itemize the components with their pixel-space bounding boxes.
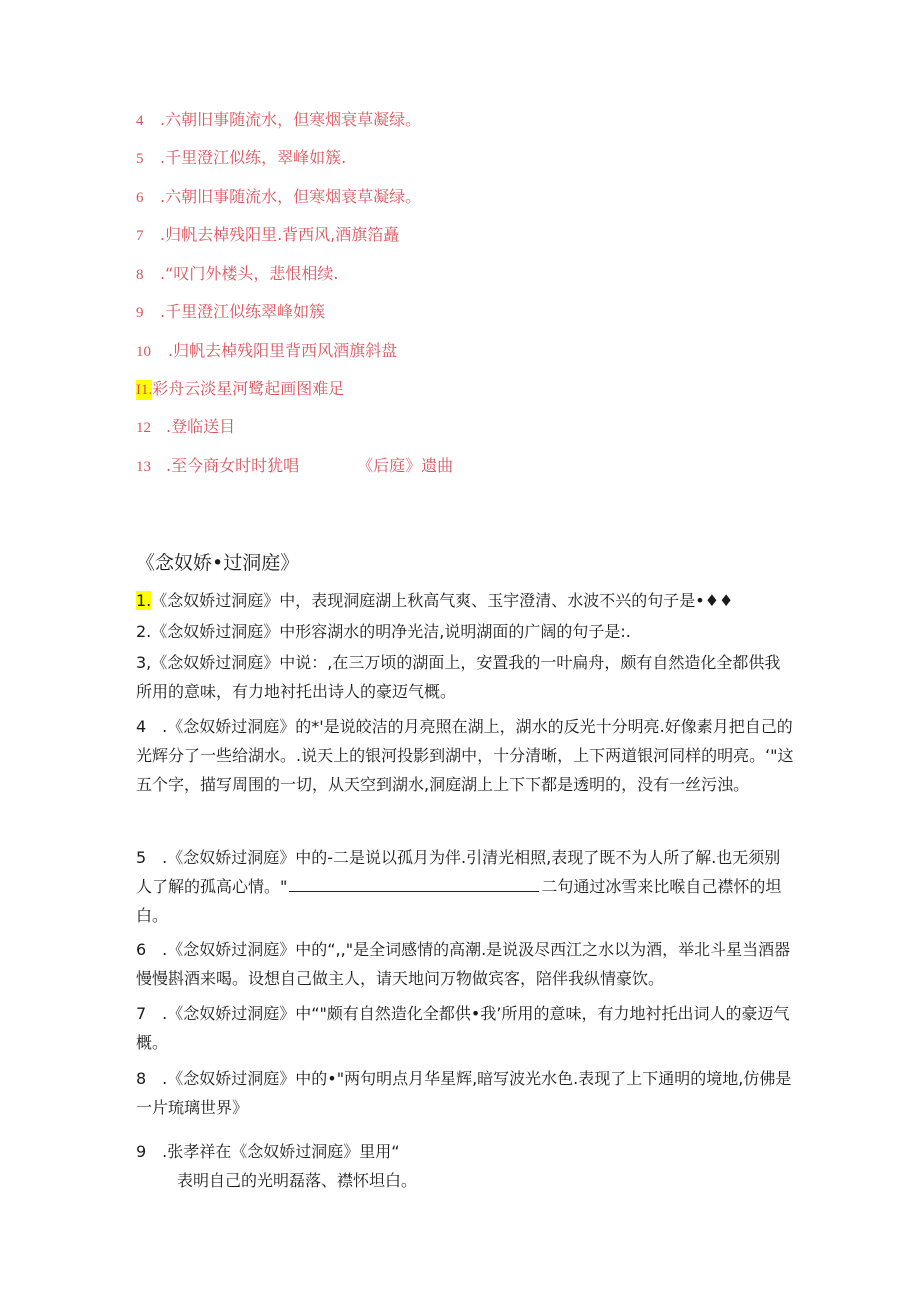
- item-number: 6: [136, 190, 144, 206]
- item-text: .“叹门外楼头，悲恨相续.: [160, 264, 339, 283]
- item-text: .千里澄江似练翠峰如簇: [160, 302, 326, 321]
- item-text: .至今商女时时犹唱: [166, 456, 300, 475]
- item-text-continued: 《后庭》遗曲: [357, 456, 454, 475]
- list-item: [136, 148, 346, 169]
- item-number: 8: [136, 267, 144, 283]
- item-text: .六朝旧事随流水，但寒烟衰草凝绿。: [160, 110, 422, 129]
- question-text-continued: 表明自己的光明磊落、襟怀坦白。: [177, 1171, 418, 1190]
- item-text: .登临送目: [166, 417, 236, 436]
- item-number: 13: [136, 459, 151, 475]
- question-text: 《念奴娇过洞庭》中，表现洞庭湖上秋高气爽、玉宇澄清、水波不兴的句子是•♦♦: [151, 591, 734, 610]
- list-item: [136, 110, 421, 131]
- question-text: 7 .《念奴娇过洞庭》中“"颇有自然造化全都供•我’所用的意味，有力地衬托出词人的豪迈气概。: [136, 1004, 790, 1052]
- question-text: 4 .《念奴娇过洞庭》的*'是说皎洁的月亮照在湖上，湖水的反光十分明亮.好像素月把自己的光辉分了一些给湖水。.说天上的银河投影到湖中，十分清晰，上下两道银河同样的明亮。ʻ"这五个字，描写周围的一切，从天空到湖水,洞庭湖上上下下都是透明的，没有一丝污浊。: [136, 717, 794, 794]
- item-number: 4: [136, 113, 144, 129]
- item-text: 彩舟云淡星河鹭起画图难足: [152, 379, 345, 398]
- item-text: .千里澄江似练，翠峰如簇.: [160, 148, 347, 167]
- item-number: 9: [136, 305, 144, 321]
- list-item: [136, 379, 344, 400]
- question-4: [136, 712, 796, 799]
- list-item: [136, 456, 453, 477]
- question-text: 3,《念奴娇过洞庭》中说：,在三万顷的湖面上，安置我的一叶扁舟，颇有自然造化全都供我所用的意味，有力地衬托出诗人的豪迈气概。: [136, 653, 781, 701]
- list-item: [136, 187, 421, 208]
- question-text: 8 .《念奴娇过洞庭》中的•"两句明点月华星辉,暗写波光水色.表现了上下通明的境地,仿佛是一片琉璃世界》: [136, 1069, 792, 1117]
- list-item: [136, 225, 399, 246]
- question-6: [136, 935, 796, 993]
- question-text: 6 .《念奴娇过洞庭》中的“,,"是全词感情的高潮.是说汲尽西江之水以为酒，举北斗星当酒器慢慢斟酒来喝。设想自己做主人，请天地问万物做宾客，陪伴我纵情豪饮。: [136, 940, 791, 988]
- question-number: 1.: [136, 591, 152, 610]
- list-item: [136, 302, 325, 323]
- question-5: [136, 843, 796, 930]
- item-number: I1.: [136, 382, 153, 398]
- list-item: [136, 341, 397, 362]
- item-text: .归帆去棹残阳里.背西风,酒旗箔矗: [160, 225, 400, 244]
- section-title: 《念奴娇•过洞庭》: [136, 552, 300, 574]
- item-text: .归帆去棹残阳里背西风酒旗斜盘: [168, 341, 398, 360]
- question-2: [136, 617, 796, 646]
- question-text: 9 .张孝祥在《念奴娇过洞庭》里用“: [136, 1142, 400, 1161]
- question-text: 5 .《念奴娇过洞庭》中的-二是说以孤月为伴.引清光相照,表现了既不为人所了解.也无须别人了解的孤高心情。": [136, 848, 781, 896]
- item-number: 5: [136, 151, 144, 167]
- item-number: 12: [136, 420, 151, 436]
- item-number: 7: [136, 228, 144, 244]
- question-text: 2.《念奴娇过洞庭》中形容湖水的明净光洁,说明湖面的广阔的句子是:.: [136, 622, 631, 641]
- list-item: [136, 417, 235, 438]
- question-8: [136, 1064, 796, 1122]
- question-1: [136, 586, 796, 615]
- list-item: [136, 264, 338, 285]
- answer-blank: [289, 877, 539, 892]
- question-9: [136, 1137, 796, 1195]
- question-7: [136, 999, 796, 1057]
- item-number: 10: [136, 344, 151, 360]
- question-3: [136, 648, 796, 706]
- item-text: .六朝旧事随流水，但寒烟衰草凝绿。: [160, 187, 422, 206]
- question-text-continued: 二句通过冰雪来比喉自己襟怀的坦白。: [136, 877, 782, 925]
